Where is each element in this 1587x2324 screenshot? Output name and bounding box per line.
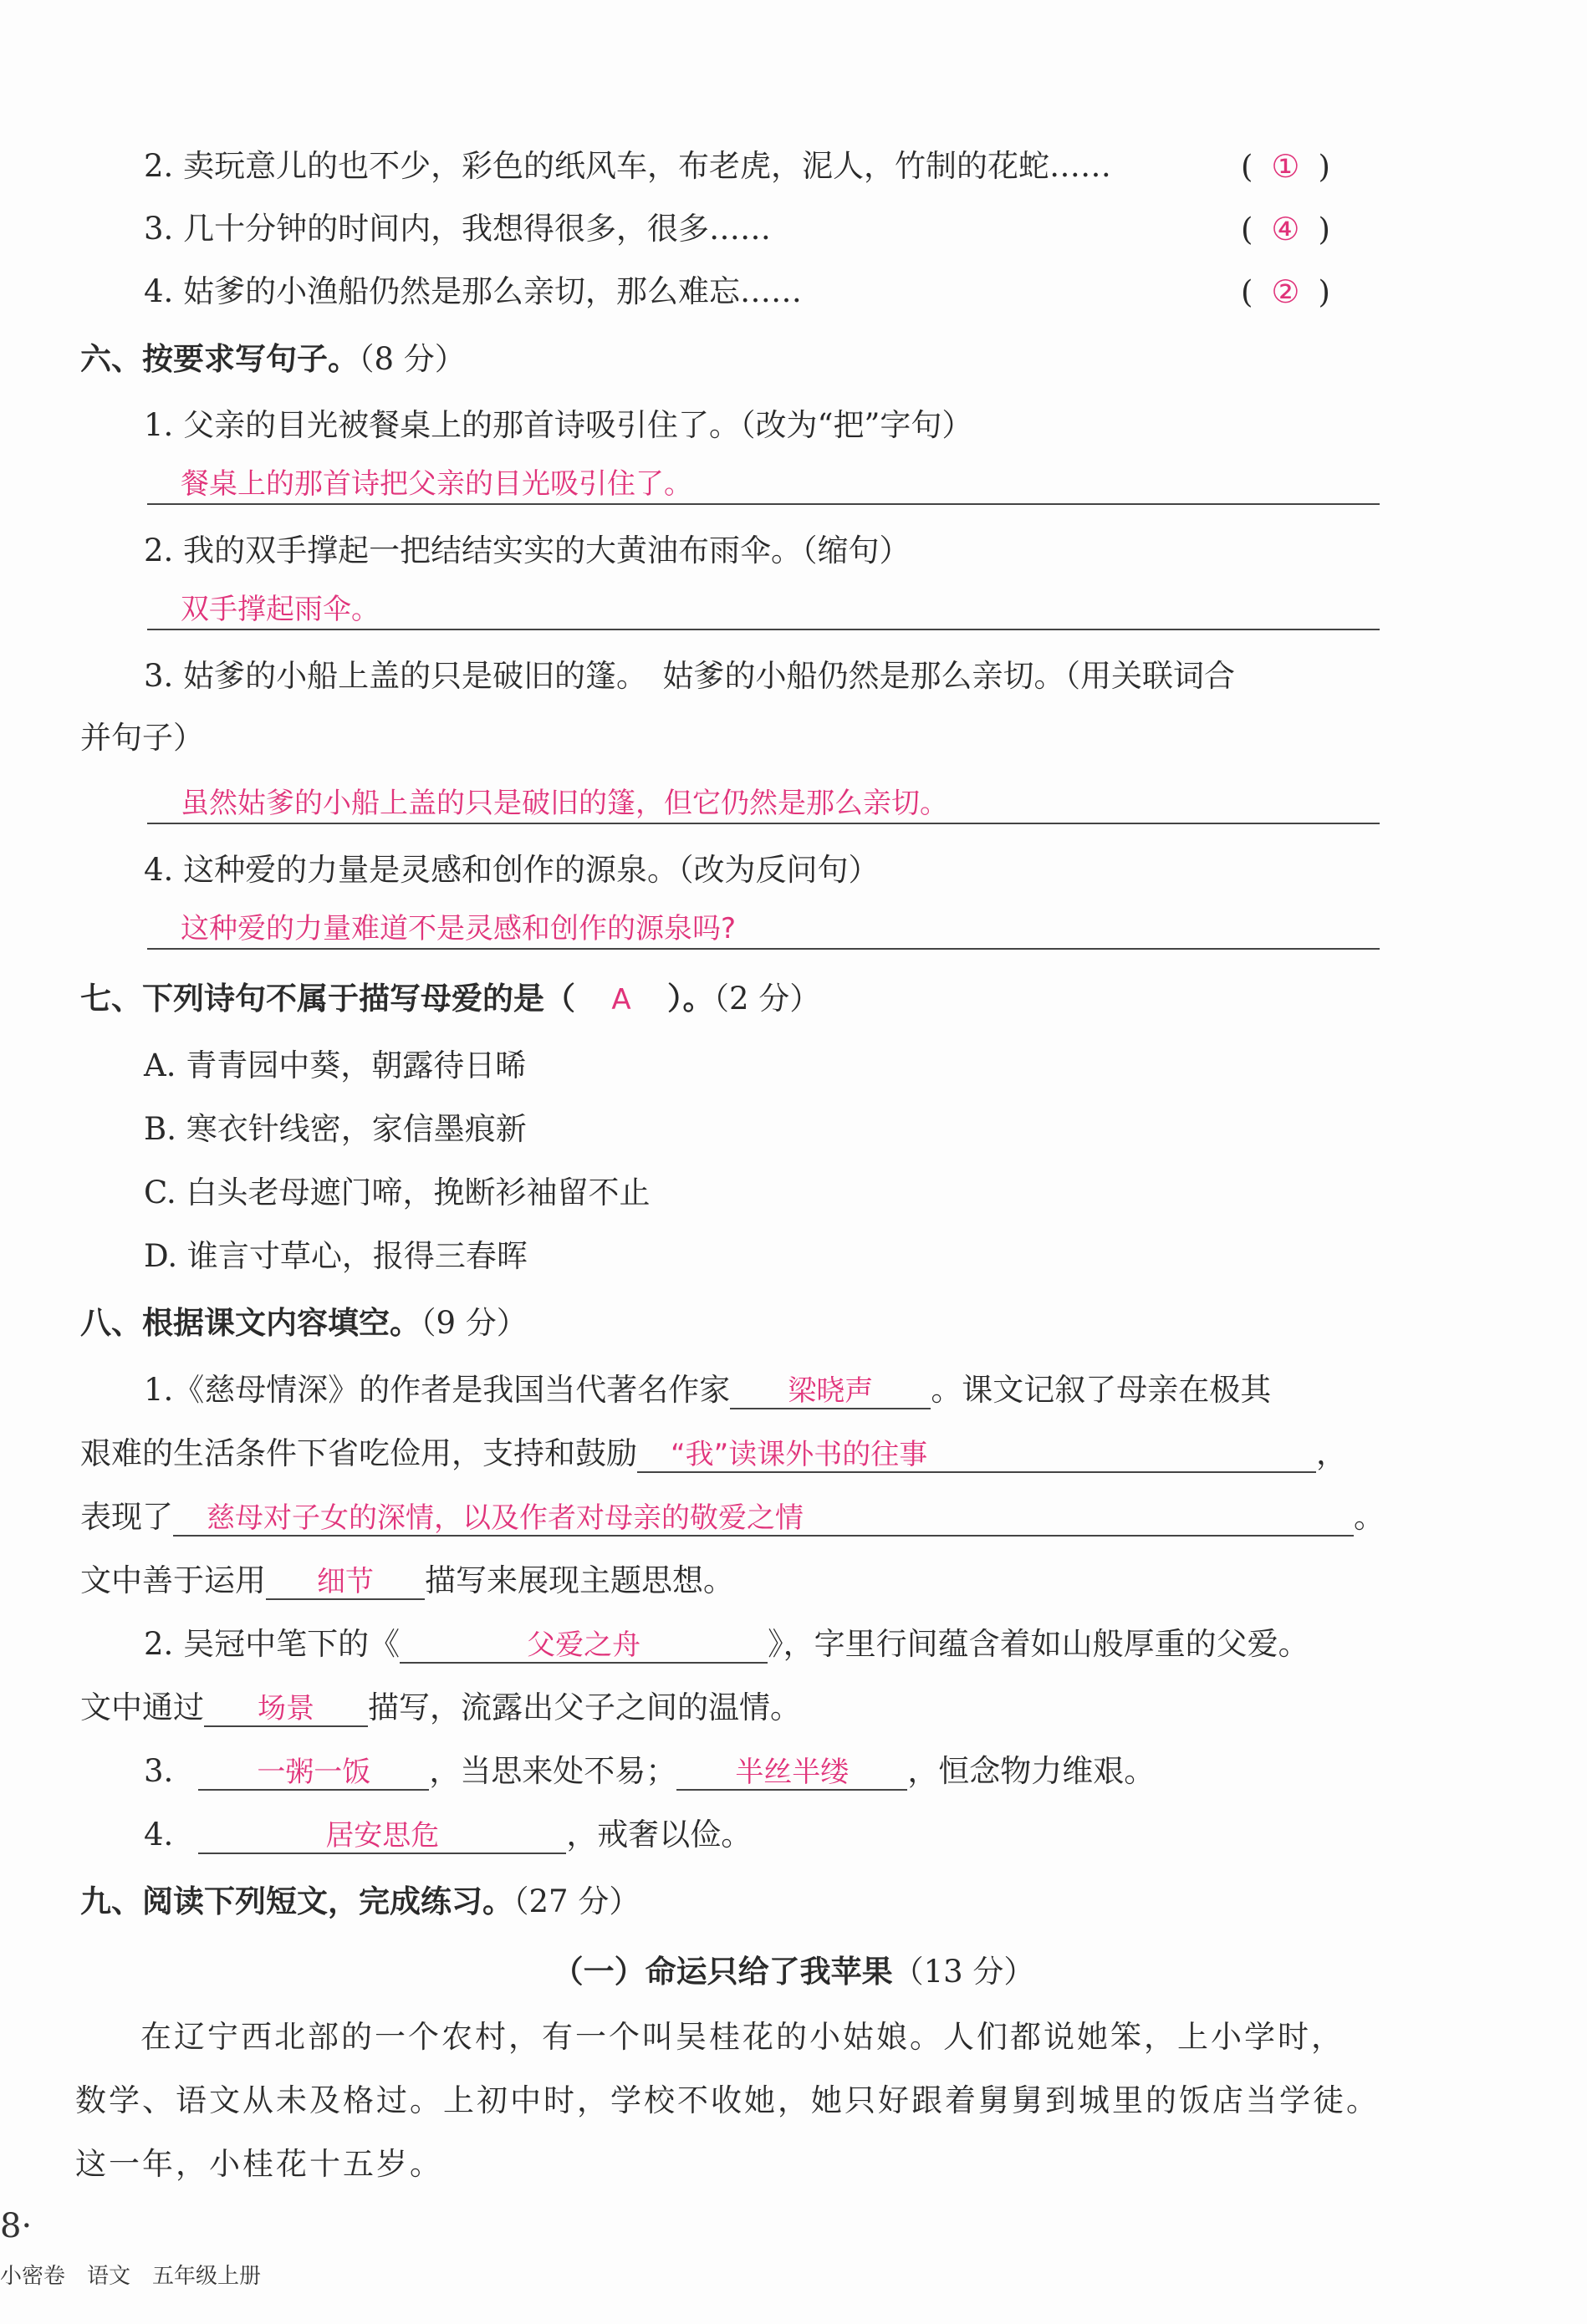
s6-q2: 2. 我的双手撑起一把结结实实的大黄油布雨伞。（缩句） — [144, 533, 911, 568]
passage-line-3: 这一年，小桂花十五岁。 — [75, 2146, 443, 2182]
s8-q1-line1: 1.《慈母情深》的作者是我国当代著名作家 梁晓声 。课文记叙了母亲在极其 — [144, 1372, 1272, 1408]
s5-answer-paren-4: ( ② ) — [1241, 271, 1330, 313]
s5-answer-paren-2: ( ① ) — [1241, 145, 1330, 188]
section6-title: 六、按要求写句子。（8 分） — [80, 341, 466, 377]
s6-a2: 双手撑起雨伞。 — [147, 590, 1380, 630]
s7-option-c: C. 白头老母遮门啼，挽断衫袖留不止 — [144, 1175, 651, 1210]
s6-q1: 1. 父亲的目光被餐桌上的那首诗吸引住了。（改为“把”字句） — [144, 407, 973, 443]
s5-item-3: 3. 几十分钟的时间内，我想得很多，很多…… — [144, 211, 772, 247]
s8-q2-blank2: 场景 — [204, 1692, 368, 1727]
s8-q2-blank1: 父爱之舟 — [400, 1628, 768, 1664]
s6-q3-line2: 并句子） — [80, 720, 204, 756]
s5-answer-4: ② — [1271, 273, 1300, 310]
s8-q3-blank2: 半丝半缕 — [676, 1756, 907, 1791]
s8-q2-line1: 2. 吴冠中笔下的《 父爱之舟 》，字里行间蕴含着如山般厚重的父爱。 — [144, 1626, 1309, 1662]
s8-q3-blank1: 一粥一饭 — [198, 1756, 429, 1791]
s6-a1: 餐桌上的那首诗把父亲的目光吸引住了。 — [147, 465, 1380, 505]
footer-text: 小密卷 语文 五年级上册 — [0, 2264, 262, 2289]
s8-q2-line2: 文中通过 场景 描写，流露出父子之间的温情。 — [80, 1689, 801, 1725]
s8-q4: 4. 居安思危 ，戒奢以俭。 — [144, 1817, 753, 1853]
s6-a3: 虽然姑爹的小船上盖的只是破旧的篷，但它仍然是那么亲切。 — [147, 784, 1380, 824]
s7-option-b: B. 寒衣针线密，家信墨痕新 — [144, 1111, 527, 1147]
section7-title: 七、下列诗句不属于描写母爱的是（ A ）。（2 分） — [80, 978, 820, 1021]
s5-item-4: 4. 姑爹的小渔船仍然是那么亲切，那么难忘…… — [144, 273, 803, 309]
s8-q1-line2: 艰难的生活条件下省吃俭用，支持和鼓励 “我”读课外书的往事 ， — [80, 1435, 1347, 1471]
passage-line-2: 数学、语文从未及格过。上初中时，学校不收她，她只好跟着舅舅到城里的饭店当学徒。 — [75, 2082, 1380, 2118]
s8-q1-blank3: 慈母对子女的深情，以及作者对母亲的敬爱之情 — [173, 1501, 1354, 1537]
s8-q3: 3. 一粥一饭 ，当思来处不易； 半丝半缕 ，恒念物力维艰。 — [144, 1753, 1156, 1789]
section8-title: 八、根据课文内容填空。（9 分） — [80, 1305, 528, 1341]
s7-option-d: D. 谁言寸草心，报得三春晖 — [144, 1238, 528, 1274]
s8-q1-line3: 表现了 慈母对子女的深情，以及作者对母亲的敬爱之情 。 — [80, 1499, 1385, 1535]
s5-answer-3: ④ — [1271, 211, 1300, 247]
s6-q3-line1: 3. 姑爹的小船上盖的只是破旧的篷。 姑爹的小船仍然是那么亲切。（用关联词合 — [144, 658, 1236, 694]
s8-q4-blank: 居安思危 — [198, 1819, 566, 1854]
passage-line-1: 在辽宁西北部的一个农村，有一个叫吴桂花的小姑娘。人们都说她笨，上小学时， — [140, 2019, 1345, 2055]
section9-title: 九、阅读下列短文，完成练习。（27 分） — [80, 1883, 640, 1919]
passage-title: （一）命运只给了我苹果（13 分） — [552, 1954, 1035, 1990]
page-number: 8· — [0, 2207, 33, 2245]
s8-q1-blank1: 梁晓声 — [730, 1374, 931, 1409]
s8-q1-blank2: “我”读课外书的往事 — [637, 1438, 1316, 1473]
s5-answer-paren-3: ( ④ ) — [1241, 208, 1330, 251]
s6-a4: 这种爱的力量难道不是灵感和创作的源泉吗? — [147, 910, 1380, 950]
s7-option-a: A. 青青园中葵，朝露待日晞 — [144, 1047, 527, 1083]
s8-q1-line4: 文中善于运用 细节 描写来展现主题思想。 — [80, 1562, 734, 1598]
s6-q4: 4. 这种爱的力量是灵感和创作的源泉。（改为反问句） — [144, 852, 880, 888]
s8-q1-blank4: 细节 — [266, 1565, 425, 1600]
s5-answer-2: ① — [1271, 148, 1300, 185]
s5-item-2: 2. 卖玩意儿的也不少，彩色的纸风车，布老虎，泥人，竹制的花蛇…… — [144, 148, 1112, 184]
s7-answer: A — [611, 983, 631, 1017]
